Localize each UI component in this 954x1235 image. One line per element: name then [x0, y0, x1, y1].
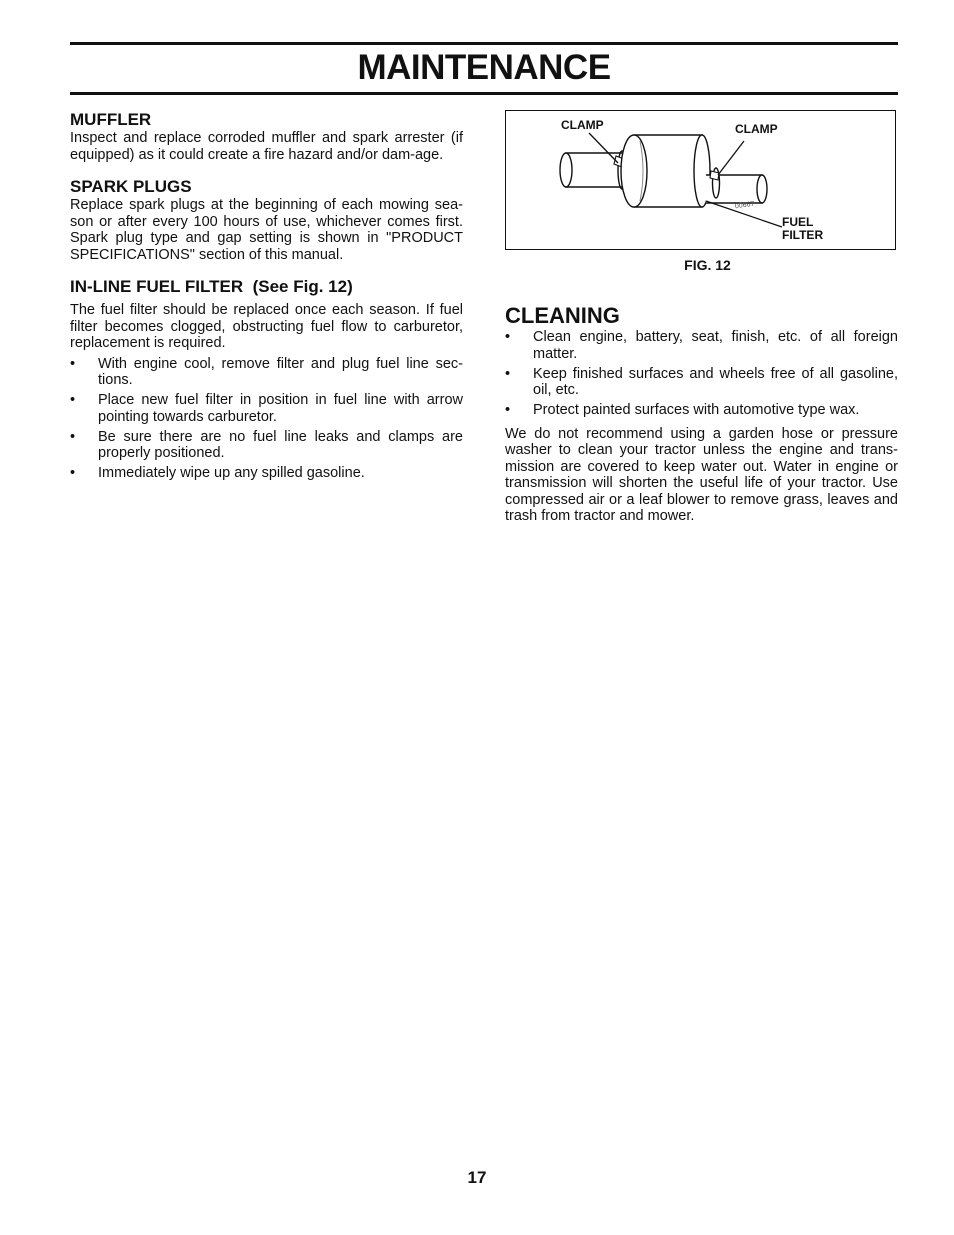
list-item-text: Clean engine, battery, seat, finish, etc. of all foreign matter. [533, 329, 898, 362]
fuel-label-line: FUEL [782, 215, 814, 229]
fuel-filter-heading: IN-LINE FUEL FILTER (See Fig. 12) [70, 277, 353, 296]
list-item-text: Place new fuel filter in position in fuel line with arrow pointing towards carburetor. [98, 392, 463, 425]
muffler-body: Inspect and replace corroded muffler and spark arrester (if equipped) as it could create a fire hazard and/or dam-age. [70, 130, 463, 163]
figure-caption: FIG. 12 [684, 257, 731, 273]
list-item-text: Be sure there are no fuel line leaks and clamps are properly positioned. [98, 428, 463, 461]
list-item [505, 329, 898, 362]
header-rule-bottom [70, 92, 898, 95]
list-item [70, 356, 463, 389]
bullet-glyph: • [70, 392, 76, 408]
muffler-section [70, 110, 463, 163]
list-item [505, 366, 898, 399]
bullet-glyph: • [70, 465, 76, 481]
fuel-filter-section [70, 277, 463, 482]
right-column [505, 110, 898, 525]
fuel-filter-figure [505, 110, 896, 250]
list-item [70, 465, 463, 482]
fuel-filter-steps [70, 356, 463, 482]
fuel-filter-body: The fuel filter should be replaced once each season. If fuel filter becomes clogged, obstructing fuel flow to carburetor, replacement is required. [70, 302, 463, 351]
left-column [70, 110, 463, 482]
filter-label-line: FILTER [782, 228, 824, 242]
header-rule-top [70, 42, 898, 45]
cleaning-list [505, 329, 898, 419]
list-item-text: Protect painted surfaces with automotive type wax. [533, 402, 860, 418]
figure-part-code: 00667 [734, 200, 755, 211]
muffler-heading: MUFFLER [70, 110, 152, 129]
bullet-glyph: • [505, 329, 511, 345]
list-item [505, 402, 898, 419]
list-item-text: Immediately wipe up any spilled gasoline. [98, 465, 365, 481]
fuel-filter-label [782, 216, 823, 242]
bullet-glyph: • [505, 402, 511, 418]
list-item [70, 429, 463, 462]
clamp-label-left: CLAMP [561, 118, 604, 132]
bullet-glyph: • [70, 355, 76, 372]
list-item-text: Keep finished surfaces and wheels free of all gasoline, oil, etc. [533, 365, 898, 398]
list-item [70, 392, 463, 425]
cleaning-body: We do not recommend using a garden hose or pressure washer to clean your tractor unless the engine and trans-mission are covered to keep water out. Water in engine or transmission will shorten the useful life of your tractor. Use compressed air or a leaf blower to remove grass, leaves and trash from tractor and mower. [505, 425, 898, 524]
page-number: 17 [467, 1168, 487, 1187]
fuel-filter-illustration [506, 111, 897, 251]
cleaning-heading: CLEANING [505, 303, 620, 328]
page-title: MAINTENANCE [357, 48, 611, 87]
bullet-glyph: • [70, 428, 76, 445]
cleaning-section [505, 303, 898, 525]
list-item-text: With engine cool, remove filter and plug fuel line sec-tions. [98, 355, 463, 388]
spark-plugs-heading: SPARK PLUGS [70, 177, 192, 196]
bullet-glyph: • [505, 365, 511, 382]
spark-plugs-body: Replace spark plugs at the beginning of each mowing sea-son or after every 100 hours of use, whichever comes first. Spark plug type and gap setting is shown in "PRODUCT SPECIFICATIONS" section of this manual. [70, 197, 463, 263]
spark-plugs-section [70, 177, 463, 263]
clamp-label-right: CLAMP [735, 122, 778, 136]
